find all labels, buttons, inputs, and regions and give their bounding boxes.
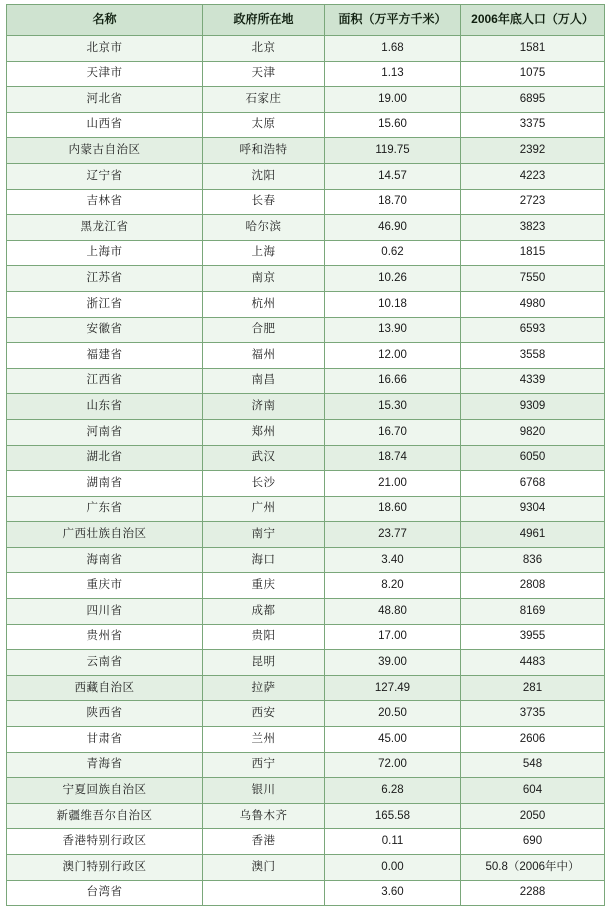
cell-name: 澳门特别行政区 (7, 855, 203, 881)
cell-capital: 成都 (203, 599, 325, 625)
cell-area: 72.00 (325, 752, 461, 778)
cell-area: 17.00 (325, 624, 461, 650)
cell-population: 50.8（2006年中） (461, 855, 605, 881)
cell-population: 6050 (461, 445, 605, 471)
cell-capital: 南昌 (203, 368, 325, 394)
cell-area: 3.60 (325, 880, 461, 906)
cell-name: 上海市 (7, 240, 203, 266)
cell-population: 6593 (461, 317, 605, 343)
table-row (7, 291, 605, 317)
cell-population: 3558 (461, 343, 605, 369)
cell-area: 16.70 (325, 419, 461, 445)
cell-capital: 哈尔滨 (203, 215, 325, 241)
cell-capital: 拉萨 (203, 675, 325, 701)
table-row (7, 829, 605, 855)
table-row (7, 112, 605, 138)
table-row (7, 752, 605, 778)
cell-population: 2050 (461, 803, 605, 829)
cell-capital: 石家庄 (203, 87, 325, 113)
cell-area: 0.62 (325, 240, 461, 266)
cell-population: 4980 (461, 291, 605, 317)
cell-capital: 长沙 (203, 471, 325, 497)
cell-population: 4223 (461, 163, 605, 189)
cell-area: 18.70 (325, 189, 461, 215)
cell-capital: 西安 (203, 701, 325, 727)
cell-name: 广东省 (7, 496, 203, 522)
cell-area: 0.00 (325, 855, 461, 881)
table-row (7, 368, 605, 394)
cell-capital: 兰州 (203, 727, 325, 753)
cell-area: 20.50 (325, 701, 461, 727)
cell-area: 10.18 (325, 291, 461, 317)
cell-area: 0.11 (325, 829, 461, 855)
table-row (7, 573, 605, 599)
cell-population: 3955 (461, 624, 605, 650)
table-row (7, 61, 605, 87)
cell-area: 15.30 (325, 394, 461, 420)
table-header (7, 5, 605, 36)
cell-name: 内蒙古自治区 (7, 138, 203, 164)
cell-name: 吉林省 (7, 189, 203, 215)
cell-capital: 沈阳 (203, 163, 325, 189)
cell-capital: 西宁 (203, 752, 325, 778)
table-row (7, 266, 605, 292)
table-row (7, 163, 605, 189)
cell-name: 陕西省 (7, 701, 203, 727)
cell-population: 6768 (461, 471, 605, 497)
table-row (7, 880, 605, 906)
cell-population: 3735 (461, 701, 605, 727)
cell-population: 2288 (461, 880, 605, 906)
cell-name: 海南省 (7, 547, 203, 573)
cell-name: 河北省 (7, 87, 203, 113)
cell-capital: 福州 (203, 343, 325, 369)
cell-name: 福建省 (7, 343, 203, 369)
cell-area: 8.20 (325, 573, 461, 599)
cell-population: 1815 (461, 240, 605, 266)
cell-area: 19.00 (325, 87, 461, 113)
cell-area: 10.26 (325, 266, 461, 292)
column-header-capital: 政府所在地 (203, 5, 325, 36)
table-row (7, 778, 605, 804)
cell-name: 青海省 (7, 752, 203, 778)
cell-population: 3823 (461, 215, 605, 241)
cell-capital: 乌鲁木齐 (203, 803, 325, 829)
table-row (7, 675, 605, 701)
table-row (7, 522, 605, 548)
cell-population: 281 (461, 675, 605, 701)
cell-capital: 银川 (203, 778, 325, 804)
cell-name: 辽宁省 (7, 163, 203, 189)
table-header-row (7, 5, 605, 36)
cell-capital: 长春 (203, 189, 325, 215)
cell-area: 39.00 (325, 650, 461, 676)
cell-capital: 呼和浩特 (203, 138, 325, 164)
cell-population: 2808 (461, 573, 605, 599)
cell-capital: 昆明 (203, 650, 325, 676)
cell-name: 四川省 (7, 599, 203, 625)
cell-capital (203, 880, 325, 906)
cell-population: 9304 (461, 496, 605, 522)
table-row (7, 650, 605, 676)
cell-population: 836 (461, 547, 605, 573)
cell-population: 604 (461, 778, 605, 804)
cell-area: 46.90 (325, 215, 461, 241)
cell-name: 台湾省 (7, 880, 203, 906)
cell-name: 甘肃省 (7, 727, 203, 753)
cell-capital: 澳门 (203, 855, 325, 881)
cell-population: 4483 (461, 650, 605, 676)
table-row (7, 215, 605, 241)
table-row (7, 189, 605, 215)
cell-name: 山西省 (7, 112, 203, 138)
cell-name: 天津市 (7, 61, 203, 87)
cell-name: 重庆市 (7, 573, 203, 599)
cell-population: 1581 (461, 36, 605, 62)
table-row (7, 547, 605, 573)
cell-name: 西藏自治区 (7, 675, 203, 701)
cell-area: 3.40 (325, 547, 461, 573)
cell-name: 湖南省 (7, 471, 203, 497)
cell-population: 7550 (461, 266, 605, 292)
cell-population: 2392 (461, 138, 605, 164)
table-row (7, 855, 605, 881)
cell-name: 北京市 (7, 36, 203, 62)
column-header-area: 面积（万平方千米） (325, 5, 461, 36)
cell-name: 江苏省 (7, 266, 203, 292)
cell-capital: 香港 (203, 829, 325, 855)
table-row (7, 727, 605, 753)
cell-area: 12.00 (325, 343, 461, 369)
cell-population: 6895 (461, 87, 605, 113)
cell-population: 2606 (461, 727, 605, 753)
cell-population: 690 (461, 829, 605, 855)
table-row (7, 599, 605, 625)
cell-area: 165.58 (325, 803, 461, 829)
column-header-population: 2006年底人口（万人） (461, 5, 605, 36)
cell-area: 45.00 (325, 727, 461, 753)
cell-name: 新疆维吾尔自治区 (7, 803, 203, 829)
table-row (7, 138, 605, 164)
cell-population: 4961 (461, 522, 605, 548)
table-row (7, 445, 605, 471)
cell-name: 湖北省 (7, 445, 203, 471)
cell-capital: 南京 (203, 266, 325, 292)
cell-capital: 太原 (203, 112, 325, 138)
cell-name: 江西省 (7, 368, 203, 394)
cell-name: 山东省 (7, 394, 203, 420)
cell-capital: 北京 (203, 36, 325, 62)
cell-area: 15.60 (325, 112, 461, 138)
table-row (7, 624, 605, 650)
cell-area: 13.90 (325, 317, 461, 343)
provinces-table (6, 4, 605, 906)
cell-area: 127.49 (325, 675, 461, 701)
cell-capital: 杭州 (203, 291, 325, 317)
cell-name: 云南省 (7, 650, 203, 676)
cell-area: 18.74 (325, 445, 461, 471)
table-row (7, 87, 605, 113)
cell-name: 安徽省 (7, 317, 203, 343)
cell-capital: 武汉 (203, 445, 325, 471)
table-row (7, 496, 605, 522)
cell-population: 2723 (461, 189, 605, 215)
cell-population: 9309 (461, 394, 605, 420)
table-row (7, 419, 605, 445)
cell-population: 8169 (461, 599, 605, 625)
cell-capital: 郑州 (203, 419, 325, 445)
cell-name: 广西壮族自治区 (7, 522, 203, 548)
cell-area: 1.13 (325, 61, 461, 87)
cell-population: 548 (461, 752, 605, 778)
cell-capital: 天津 (203, 61, 325, 87)
cell-area: 18.60 (325, 496, 461, 522)
cell-area: 14.57 (325, 163, 461, 189)
cell-area: 48.80 (325, 599, 461, 625)
table-row (7, 36, 605, 62)
table-row (7, 803, 605, 829)
cell-area: 16.66 (325, 368, 461, 394)
cell-name: 香港特别行政区 (7, 829, 203, 855)
cell-name: 宁夏回族自治区 (7, 778, 203, 804)
table-row (7, 471, 605, 497)
cell-capital: 合肥 (203, 317, 325, 343)
cell-capital: 重庆 (203, 573, 325, 599)
cell-population: 9820 (461, 419, 605, 445)
cell-capital: 海口 (203, 547, 325, 573)
table-row (7, 343, 605, 369)
cell-capital: 广州 (203, 496, 325, 522)
table-row (7, 701, 605, 727)
cell-capital: 上海 (203, 240, 325, 266)
column-header-name: 名称 (7, 5, 203, 36)
cell-area: 23.77 (325, 522, 461, 548)
table-row (7, 394, 605, 420)
cell-capital: 贵阳 (203, 624, 325, 650)
cell-area: 119.75 (325, 138, 461, 164)
cell-capital: 南宁 (203, 522, 325, 548)
cell-name: 浙江省 (7, 291, 203, 317)
cell-capital: 济南 (203, 394, 325, 420)
cell-population: 4339 (461, 368, 605, 394)
cell-population: 3375 (461, 112, 605, 138)
cell-name: 河南省 (7, 419, 203, 445)
table-row (7, 317, 605, 343)
cell-population: 1075 (461, 61, 605, 87)
table-row (7, 240, 605, 266)
cell-name: 黑龙江省 (7, 215, 203, 241)
cell-name: 贵州省 (7, 624, 203, 650)
cell-area: 21.00 (325, 471, 461, 497)
cell-area: 1.68 (325, 36, 461, 62)
table-body (7, 36, 605, 906)
cell-area: 6.28 (325, 778, 461, 804)
